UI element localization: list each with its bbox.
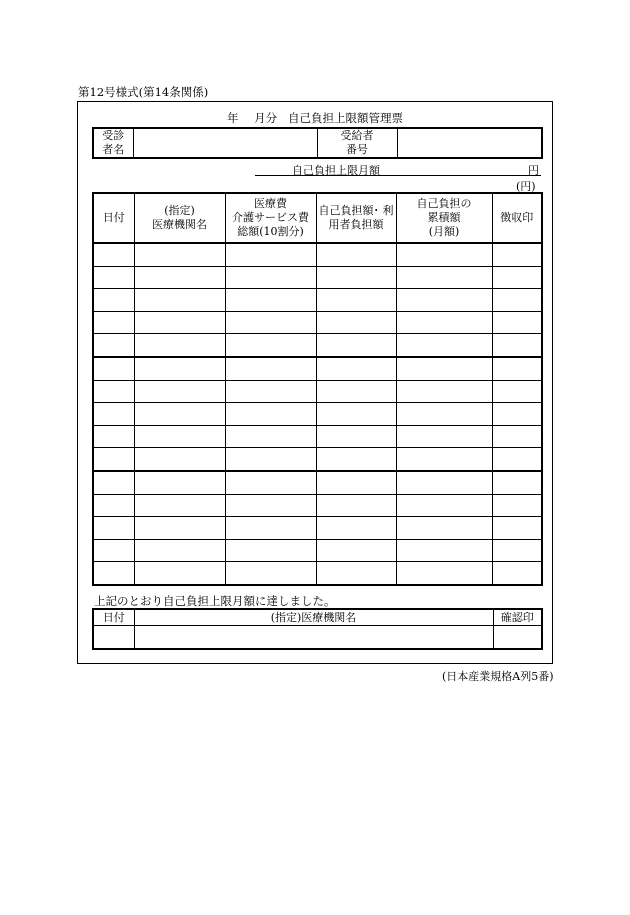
cell-cumulative[interactable]: [396, 380, 492, 403]
table-row: [93, 334, 542, 357]
cell-cumulative[interactable]: [396, 448, 492, 471]
limit-yen-unit: 円: [528, 164, 539, 177]
cell-copay[interactable]: [316, 539, 396, 562]
cell-institution[interactable]: [134, 266, 225, 289]
recipient-number-label: 受給者 番号: [317, 128, 397, 158]
table-row: [93, 539, 542, 562]
cell-institution[interactable]: [134, 517, 225, 540]
cell-institution[interactable]: [134, 448, 225, 471]
cell-seal[interactable]: [492, 425, 542, 448]
confirmation-statement: 上記のとおり自己負担上限月額に達しました。: [94, 594, 336, 608]
cell-institution[interactable]: [134, 562, 225, 585]
cell-copay[interactable]: [316, 517, 396, 540]
cell-cumulative[interactable]: [396, 494, 492, 517]
cell-date[interactable]: [93, 539, 134, 562]
table-row: [93, 289, 542, 312]
table-row: [93, 403, 542, 426]
table-row: [93, 494, 542, 517]
title-name: 自己負担上限額管理票: [288, 111, 404, 125]
cell-copay[interactable]: [316, 289, 396, 312]
cell-seal[interactable]: [492, 266, 542, 289]
table-row: [93, 243, 542, 266]
cell-date[interactable]: [93, 334, 134, 357]
form-title: [77, 110, 553, 126]
cell-seal[interactable]: [492, 357, 542, 380]
cell-seal[interactable]: [492, 539, 542, 562]
cell-cumulative[interactable]: [396, 266, 492, 289]
cell-copay[interactable]: [316, 471, 396, 494]
cell-total-cost[interactable]: [225, 311, 316, 334]
cell-institution[interactable]: [134, 311, 225, 334]
cell-date[interactable]: [93, 448, 134, 471]
table-row: [93, 517, 542, 540]
cell-copay[interactable]: [316, 562, 396, 585]
cell-total-cost[interactable]: [225, 380, 316, 403]
cell-cumulative[interactable]: [396, 334, 492, 357]
header-total-cost: 医療費 介護サービス費 総額(10割分): [225, 193, 316, 243]
cell-total-cost[interactable]: [225, 289, 316, 312]
cell-seal[interactable]: [492, 289, 542, 312]
header-seal: 徴収印: [492, 193, 542, 243]
table-row: [93, 266, 542, 289]
header-copay: 自己負担額･ 利 用者負担額: [316, 193, 396, 243]
cell-institution[interactable]: [134, 425, 225, 448]
cell-copay[interactable]: [316, 380, 396, 403]
title-month: 月分: [254, 111, 278, 125]
cell-seal[interactable]: [492, 334, 542, 357]
recipient-number-field[interactable]: [397, 128, 542, 158]
cell-total-cost[interactable]: [225, 539, 316, 562]
cell-total-cost[interactable]: [225, 448, 316, 471]
cell-institution[interactable]: [134, 471, 225, 494]
cell-cumulative[interactable]: [396, 403, 492, 426]
limit-amount-label: 自己負担上限月額: [292, 164, 380, 177]
cell-seal[interactable]: [492, 403, 542, 426]
cell-date[interactable]: [93, 562, 134, 585]
header-institution: (指定) 医療機関名: [134, 193, 225, 243]
cell-date[interactable]: [93, 380, 134, 403]
unit-note: (円): [516, 180, 536, 193]
cell-cumulative[interactable]: [396, 425, 492, 448]
cell-total-cost[interactable]: [225, 471, 316, 494]
cell-cumulative[interactable]: [396, 311, 492, 334]
cell-total-cost[interactable]: [225, 334, 316, 357]
table-row: [93, 357, 542, 380]
cell-cumulative[interactable]: [396, 517, 492, 540]
record-body: [93, 243, 542, 585]
cell-institution[interactable]: [134, 357, 225, 380]
cell-seal[interactable]: [492, 562, 542, 585]
cell-total-cost[interactable]: [225, 266, 316, 289]
cell-seal[interactable]: [492, 380, 542, 403]
cell-seal[interactable]: [492, 243, 542, 266]
cell-copay[interactable]: [316, 448, 396, 471]
cell-institution[interactable]: [134, 289, 225, 312]
cell-copay[interactable]: [316, 311, 396, 334]
cell-copay[interactable]: [316, 403, 396, 426]
paper-size-note: (日本産業規格A列5番): [442, 670, 554, 683]
cell-cumulative[interactable]: [396, 539, 492, 562]
table-row: [93, 448, 542, 471]
cell-total-cost[interactable]: [225, 357, 316, 380]
cell-date[interactable]: [93, 425, 134, 448]
cell-date[interactable]: [93, 243, 134, 266]
table-row: [93, 380, 542, 403]
confirm-institution-field[interactable]: [134, 626, 493, 650]
cell-copay[interactable]: [316, 357, 396, 380]
cell-copay[interactable]: [316, 494, 396, 517]
cell-institution[interactable]: [134, 539, 225, 562]
cell-date[interactable]: [93, 357, 134, 380]
cell-institution[interactable]: [134, 380, 225, 403]
cell-date[interactable]: [93, 311, 134, 334]
cell-copay[interactable]: [316, 243, 396, 266]
cell-seal[interactable]: [492, 448, 542, 471]
cell-copay[interactable]: [316, 266, 396, 289]
confirm-header-date: 日付: [93, 609, 134, 626]
cell-institution[interactable]: [134, 403, 225, 426]
cell-cumulative[interactable]: [396, 471, 492, 494]
cell-date[interactable]: [93, 403, 134, 426]
confirm-seal-field[interactable]: [493, 626, 542, 650]
cell-institution[interactable]: [134, 334, 225, 357]
cell-date[interactable]: [93, 266, 134, 289]
cell-institution[interactable]: [134, 494, 225, 517]
patient-name-field[interactable]: [133, 128, 317, 158]
table-row: [93, 425, 542, 448]
record-table: [92, 192, 543, 586]
confirm-date-field[interactable]: [93, 626, 134, 650]
cell-copay[interactable]: [316, 334, 396, 357]
table-row: [93, 311, 542, 334]
header-cumulative: 自己負担の 累積額 (月額): [396, 193, 492, 243]
recipient-table: [92, 127, 543, 159]
cell-total-cost[interactable]: [225, 494, 316, 517]
title-year: 年: [226, 111, 240, 125]
patient-name-label: 受診 者名: [93, 128, 133, 158]
cell-date[interactable]: [93, 289, 134, 312]
cell-cumulative[interactable]: [396, 357, 492, 380]
cell-cumulative[interactable]: [396, 562, 492, 585]
table-row: [93, 471, 542, 494]
cell-date[interactable]: [93, 517, 134, 540]
cell-institution[interactable]: [134, 243, 225, 266]
cell-seal[interactable]: [492, 311, 542, 334]
cell-total-cost[interactable]: [225, 403, 316, 426]
confirm-header-institution: (指定)医療機関名: [134, 609, 493, 626]
cell-total-cost[interactable]: [225, 517, 316, 540]
cell-total-cost[interactable]: [225, 425, 316, 448]
cell-date[interactable]: [93, 494, 134, 517]
cell-date[interactable]: [93, 471, 134, 494]
cell-copay[interactable]: [316, 425, 396, 448]
cell-total-cost[interactable]: [225, 243, 316, 266]
cell-total-cost[interactable]: [225, 562, 316, 585]
cell-seal[interactable]: [492, 517, 542, 540]
cell-seal[interactable]: [492, 494, 542, 517]
cell-cumulative[interactable]: [396, 243, 492, 266]
header-date: 日付: [93, 193, 134, 243]
confirm-header-seal: 確認印: [493, 609, 542, 626]
table-row: [93, 562, 542, 585]
form-number: 第12号様式(第14条関係): [78, 85, 209, 99]
cell-cumulative[interactable]: [396, 289, 492, 312]
cell-seal[interactable]: [492, 471, 542, 494]
confirmation-table: [92, 608, 543, 650]
